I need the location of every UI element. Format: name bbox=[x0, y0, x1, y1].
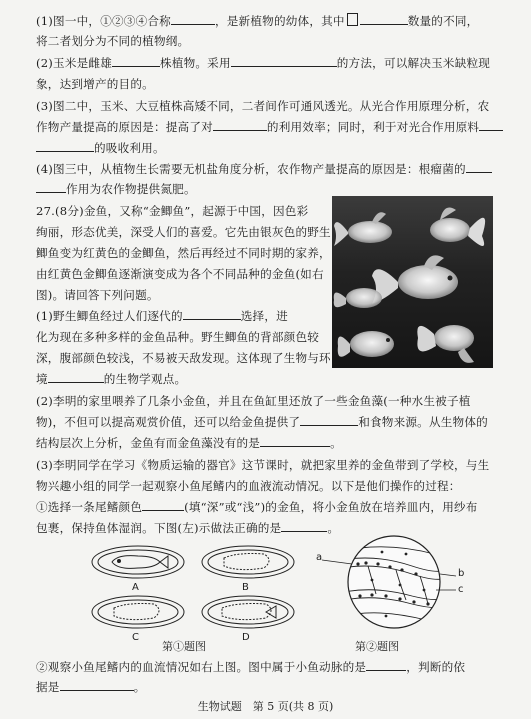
answer-blank[interactable] bbox=[171, 14, 215, 25]
q27-intro-text: 鲫鱼变为红黄色的金鲫鱼，然后再经过不同时期的家养， bbox=[36, 246, 331, 260]
answer-blank[interactable] bbox=[231, 56, 337, 67]
tail-fin-vessel-diagram bbox=[316, 530, 466, 640]
q27-p4-text-d: 。 bbox=[133, 680, 146, 694]
q27-part1-line1 bbox=[36, 309, 335, 323]
petri-dish-diagram bbox=[88, 542, 298, 642]
q26-p2-text-d: 象，达到增产的目的。 bbox=[36, 77, 154, 91]
q27-intro-line1 bbox=[36, 204, 335, 218]
page-footer: 生物试题 第 5 页(共 8 页) bbox=[197, 700, 334, 713]
answer-blank[interactable] bbox=[142, 500, 184, 511]
q27-p2-text-d: 结构层次上分析，金鱼有而金鱼藻没有的是 bbox=[36, 436, 261, 450]
answer-blank[interactable] bbox=[213, 120, 267, 131]
dish-label-d: D bbox=[242, 632, 250, 643]
q26-part1-line1 bbox=[36, 13, 495, 28]
goldfish-photo bbox=[332, 196, 493, 368]
q27-intro-line3 bbox=[36, 246, 335, 260]
q27-intro-text: 图)。请回答下列问题。 bbox=[36, 288, 159, 302]
q26-part4-line1 bbox=[36, 162, 495, 176]
q27-p3-text-b: 物兴趣小组的同学一起观察小鱼尾鳍内的血液流动情况。以下是他们操作的过程： bbox=[36, 479, 461, 493]
q26-p4-text-a: (4)图三中，从植物生长需要无机盐角度分析，农作物产量提高的原因是：根瘤菌的 bbox=[36, 162, 466, 176]
q26-part3-line3 bbox=[36, 141, 495, 155]
q27-part3-line2 bbox=[36, 479, 495, 493]
q27-part2-line2 bbox=[36, 415, 495, 429]
q26-part1-line2 bbox=[36, 34, 495, 48]
q27-intro-line4 bbox=[36, 267, 335, 281]
q26-part3-line2 bbox=[36, 120, 495, 134]
goldfish-2 bbox=[430, 208, 485, 246]
q27-part3-line1 bbox=[36, 458, 495, 472]
q27-intro-text: 绚丽，形态优美，深受人们的喜爱。它先由银灰色的野生 bbox=[36, 225, 331, 239]
dish-label-a: A bbox=[132, 582, 139, 593]
q26-p2-text-c: 的方法，可以解决玉米缺粒现 bbox=[336, 56, 491, 70]
q26-p3-text-b: 作物产量提高的原因是：提高了对 bbox=[36, 120, 213, 134]
answer-blank[interactable] bbox=[36, 141, 94, 152]
vessel-label-c: c bbox=[458, 584, 464, 595]
goldfish-6 bbox=[417, 325, 474, 363]
q27-part2-line3 bbox=[36, 436, 495, 450]
q26-part4-line2 bbox=[36, 182, 495, 196]
answer-bracket[interactable] bbox=[347, 13, 358, 26]
q27-p3-text-c: ①选择一条尾鳍颜色 bbox=[36, 500, 143, 514]
goldfish-4 bbox=[334, 288, 382, 308]
q27-part3-line5 bbox=[36, 660, 495, 674]
q27-part3-line6 bbox=[36, 680, 495, 694]
goldfish-3 bbox=[372, 255, 458, 304]
q26-p3-text-c: 的利用效率；同时，利于对光合作用原料 bbox=[266, 120, 480, 134]
answer-blank[interactable] bbox=[60, 680, 134, 691]
dish-label-c: C bbox=[132, 632, 139, 643]
q27-p3-text-f: 。 bbox=[327, 521, 340, 535]
answer-blank[interactable] bbox=[466, 162, 492, 173]
tail-fin-vessel-figure bbox=[316, 530, 466, 640]
q27-p1-text-d: 深，腹部颜色较浅，不易被天敌发现。这体现了生物与环 bbox=[36, 351, 331, 365]
q27-p2-text-c: 和食物来源。从生物体的 bbox=[358, 415, 488, 429]
q27-part1-line3 bbox=[36, 351, 335, 365]
answer-blank[interactable] bbox=[479, 120, 503, 131]
q27-p1-text-a: (1)野生鲫鱼经过人们逐代的 bbox=[36, 309, 183, 323]
answer-blank[interactable] bbox=[183, 309, 241, 320]
q27-p1-text-e: 境 bbox=[36, 372, 48, 386]
q27-part3-line3 bbox=[36, 500, 495, 514]
answer-blank[interactable] bbox=[260, 436, 330, 447]
q27-p2-text-b: 物)，不但可以提高观赏价值，还可以给金鱼提供了 bbox=[36, 415, 301, 429]
q27-p1-text-c: 化为现在多种多样的金鱼品种。野生鲫鱼的背部颜色较 bbox=[36, 330, 320, 344]
goldfish-illustration bbox=[332, 196, 493, 368]
q26-p1-text-b: ，是新植物的幼体，其中 bbox=[214, 14, 345, 28]
goldfish-1 bbox=[334, 212, 392, 246]
q27-intro-line5 bbox=[36, 288, 335, 302]
answer-blank[interactable] bbox=[360, 14, 408, 25]
q27-p4-text-c: 据是 bbox=[36, 680, 60, 694]
q26-p4-text-b: 作用为农作物提供氮肥。 bbox=[66, 182, 196, 196]
answer-blank[interactable] bbox=[300, 415, 358, 426]
answer-blank[interactable] bbox=[366, 660, 406, 671]
q27-p1-text-f: 的生物学观点。 bbox=[103, 372, 187, 386]
figure1-caption: 第①题图 bbox=[162, 640, 206, 653]
q27-intro-text: 27.(8分)金鱼，又称“金鲫鱼”，起源于中国，因色彩 bbox=[36, 204, 309, 218]
vessel-label-b: b bbox=[458, 568, 465, 579]
q27-p3-text-a: (3)李明同学在学习《物质运输的器官》这节课时，就把家里养的金鱼带到了学校，与生 bbox=[36, 458, 490, 472]
answer-blank[interactable] bbox=[48, 372, 104, 383]
q26-part2-line2 bbox=[36, 77, 495, 91]
q26-p3-text-d: 的吸收利用。 bbox=[94, 141, 165, 155]
q27-p2-text-a: (2)李明的家里喂养了几条小金鱼，并且在鱼缸里还放了一些金鱼藻(一种水生被子植 bbox=[36, 394, 471, 408]
q27-p4-text-a: ②观察小鱼尾鳍内的血流情况如右上图。图中属于小鱼动脉的是 bbox=[36, 660, 367, 674]
q26-p2-text-b: 株植物。采用 bbox=[160, 56, 231, 70]
q26-part2-line1 bbox=[36, 56, 495, 70]
vessel-label-a: a bbox=[316, 552, 323, 563]
answer-blank[interactable] bbox=[112, 56, 160, 67]
q27-intro-text: 由红黄色金鲫鱼逐渐演变成为各个不同品种的金鱼(如右 bbox=[36, 267, 324, 281]
petri-dish-figure bbox=[88, 542, 298, 642]
q27-p1-text-b: 选择，进 bbox=[240, 309, 288, 323]
q27-intro-line2 bbox=[36, 225, 335, 239]
q26-part3-line1 bbox=[36, 99, 495, 113]
q26-p1-text-a: (1)图一中，①②③④合称 bbox=[36, 14, 171, 28]
q27-p3-text-e: 包裹，保持鱼体湿润。下图(左)示做法正确的是 bbox=[36, 521, 282, 535]
q27-p4-text-b: ，判断的依 bbox=[406, 660, 466, 674]
answer-blank[interactable] bbox=[36, 182, 66, 193]
dish-label-b: B bbox=[242, 582, 249, 593]
figure2-caption: 第②题图 bbox=[355, 640, 399, 653]
q27-p3-text-d: (填“深”或“浅”)的金鱼，将小金鱼放在培养皿内，用纱布 bbox=[184, 500, 478, 514]
q27-p2-text-e: 。 bbox=[330, 436, 342, 450]
goldfish-5 bbox=[338, 331, 394, 357]
q27-part2-line1 bbox=[36, 394, 495, 408]
q26-p3-text-a: (3)图二中，玉米、大豆植株高矮不同，二者间作可通风透光。从光合作用原理分析，农 bbox=[36, 99, 490, 113]
q26-p2-text-a: (2)玉米是雌雄 bbox=[36, 56, 112, 70]
q27-part1-line2 bbox=[36, 330, 335, 344]
q26-p1-text-d: 将二者划分为不同的植物纲。 bbox=[36, 34, 190, 48]
q27-part1-line4 bbox=[36, 372, 335, 386]
q26-p1-text-c: 数量的不同， bbox=[407, 14, 479, 28]
